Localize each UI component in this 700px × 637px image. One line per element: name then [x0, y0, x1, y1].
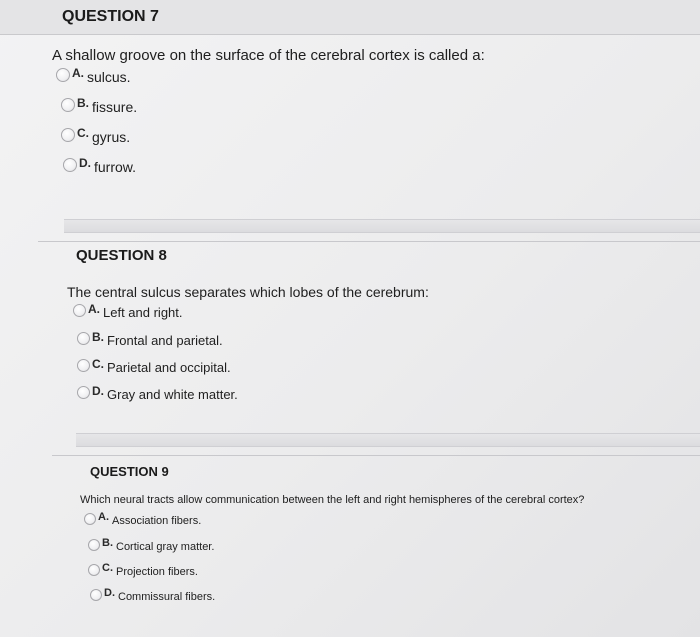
option-text: fissure.	[92, 99, 138, 115]
option-letter: C.	[102, 562, 113, 574]
question-8-option-d[interactable]	[77, 385, 238, 400]
radio-button-icon[interactable]	[90, 589, 102, 601]
question-9-option-b[interactable]	[88, 539, 214, 551]
radio-button-icon[interactable]	[88, 564, 100, 576]
option-text: Commissural fibers.	[118, 591, 216, 603]
question-8-title: QUESTION 8	[76, 247, 167, 264]
option-letter: D.	[92, 383, 104, 398]
option-text: gyrus.	[92, 129, 131, 145]
question-7-option-d[interactable]	[63, 157, 136, 173]
question-8-option-c[interactable]	[77, 358, 231, 373]
option-text: Parietal and occipital.	[107, 360, 231, 375]
radio-button-icon[interactable]	[73, 304, 86, 317]
header-rule	[38, 241, 700, 242]
radio-button-icon[interactable]	[88, 539, 100, 551]
question-8-option-a[interactable]	[73, 303, 183, 318]
option-letter: C.	[77, 126, 89, 140]
question-7-option-c[interactable]	[61, 127, 130, 143]
question-7-option-b[interactable]	[61, 97, 137, 113]
option-text: Cortical gray matter.	[116, 541, 215, 553]
radio-button-icon[interactable]	[77, 386, 90, 399]
option-text: Left and right.	[103, 305, 183, 320]
question-8-prompt: The central sulcus separates which lobes of the cerebrum:	[67, 284, 429, 300]
question-9-option-a[interactable]	[84, 513, 201, 525]
section-divider	[76, 433, 700, 447]
option-letter: A.	[98, 511, 109, 523]
option-letter: D.	[79, 156, 91, 170]
question-8-option-b[interactable]	[77, 331, 223, 346]
option-text: Gray and white matter.	[107, 387, 238, 402]
option-letter: B.	[77, 96, 89, 110]
question-9-option-d[interactable]	[90, 589, 215, 601]
question-7-option-a[interactable]	[56, 67, 131, 83]
header-rule	[52, 455, 700, 456]
option-text: furrow.	[94, 159, 137, 175]
option-text: Frontal and parietal.	[107, 333, 223, 348]
option-text: sulcus.	[87, 69, 131, 85]
radio-button-icon[interactable]	[61, 98, 75, 112]
question-7-title: QUESTION 7	[62, 8, 159, 25]
question-9-prompt: Which neural tracts allow communication between the left and right hemispheres of the cerebral cortex?	[80, 494, 585, 506]
question-9-title: QUESTION 9	[90, 464, 169, 479]
radio-button-icon[interactable]	[56, 68, 70, 82]
option-letter: C.	[92, 356, 104, 371]
question-9-option-c[interactable]	[88, 564, 198, 576]
option-letter: A.	[72, 66, 84, 80]
option-letter: B.	[92, 329, 104, 344]
radio-button-icon[interactable]	[84, 513, 96, 525]
radio-button-icon[interactable]	[77, 332, 90, 345]
radio-button-icon[interactable]	[61, 128, 75, 142]
question-7-prompt: A shallow groove on the surface of the cerebral cortex is called a:	[52, 47, 485, 64]
section-divider	[64, 219, 700, 233]
option-text: Association fibers.	[112, 515, 202, 527]
option-letter: B.	[102, 537, 113, 549]
option-text: Projection fibers.	[116, 566, 198, 578]
option-letter: A.	[88, 301, 100, 316]
radio-button-icon[interactable]	[77, 359, 90, 372]
option-letter: D.	[104, 587, 115, 599]
radio-button-icon[interactable]	[63, 158, 77, 172]
